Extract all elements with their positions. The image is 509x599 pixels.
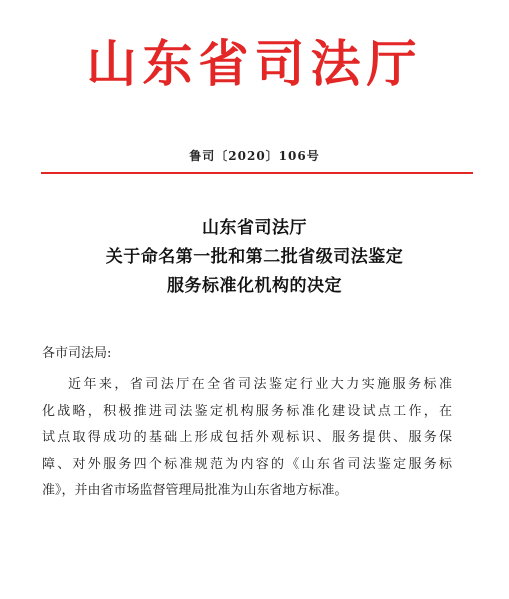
body-line: 试点取得成功的基础上形成包括外观标识、服务提供、服务保 — [42, 430, 452, 445]
salutation: 各市司法局: — [42, 346, 112, 361]
body-paragraph — [42, 372, 452, 505]
letterhead-org-name: 山东省司法厅 — [86, 34, 423, 93]
title-line-subject-continued: 服务标准化机构的决定 — [167, 276, 342, 296]
body-line: 化战略，积极推进司法鉴定机构服务标准化建设试点工作，在 — [42, 403, 452, 419]
document-number: 鲁司〔2020〕106号 — [189, 149, 320, 163]
document-title — [0, 214, 509, 301]
body-line: 障、对外服务四个标准规范为内容的《山东省司法鉴定服务标 — [42, 456, 452, 472]
body-line: 准》，并由省市场监督管理局批准为山东省地方标准。 — [42, 483, 348, 498]
title-line-subject: 关于命名第一批和第二批省级司法鉴定 — [105, 247, 404, 267]
body-line: 近年来，省司法厅在全省司法鉴定行业大力实施服务标准 — [68, 377, 452, 392]
letterhead-red-rule — [41, 172, 473, 174]
title-line-issuer: 山东省司法厅 — [202, 218, 307, 238]
